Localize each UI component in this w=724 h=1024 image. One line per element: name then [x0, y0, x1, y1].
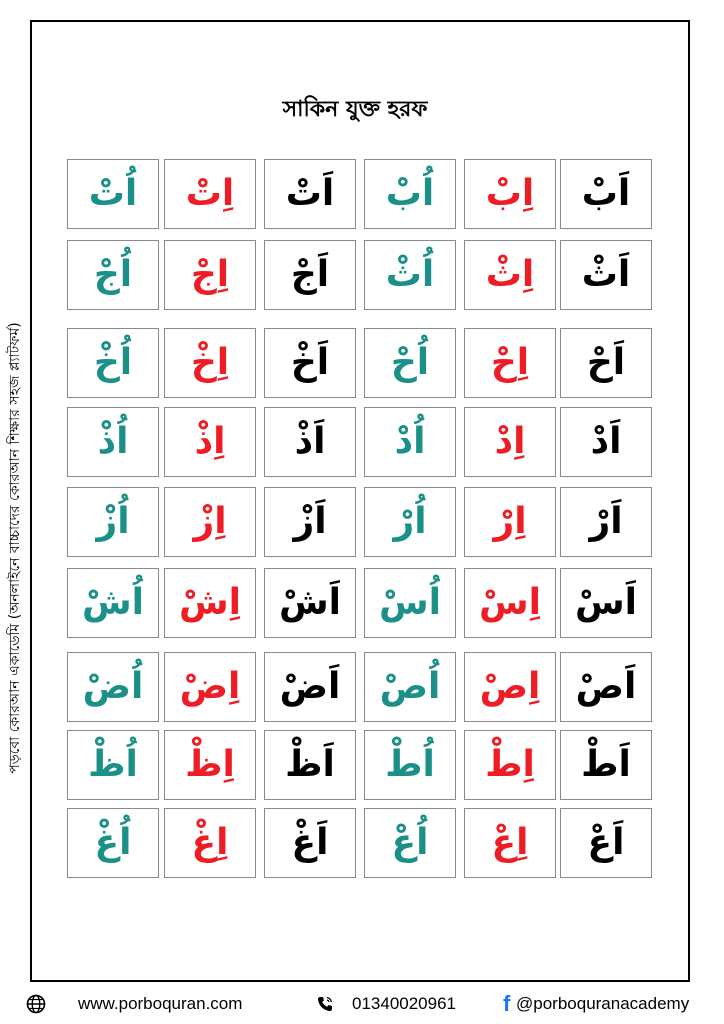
letter-card: اِدْ — [464, 407, 556, 477]
letter-card: اُجْ — [67, 240, 159, 310]
letter-card: اِثْ — [464, 240, 556, 310]
letter-card: اَظْ — [264, 730, 356, 800]
facebook-icon: f — [503, 991, 511, 1016]
letter-card: اُظْ — [67, 730, 159, 800]
letter-card: اَذْ — [264, 407, 356, 477]
letter-card: اِحْ — [464, 328, 556, 398]
letter-card: اَثْ — [560, 240, 652, 310]
letter-card: اُثْ — [364, 240, 456, 310]
letter-card: اُطْ — [364, 730, 456, 800]
letter-card: اُصْ — [364, 652, 456, 722]
letter-card: اُشْ — [67, 568, 159, 638]
letter-card: اُحْ — [364, 328, 456, 398]
letter-card: اُعْ — [364, 808, 456, 878]
letter-card: اُزْ — [67, 487, 159, 557]
letter-card: اِشْ — [164, 568, 256, 638]
letter-card: اُبْ — [364, 159, 456, 229]
letter-card: اُغْ — [67, 808, 159, 878]
letter-card: اُذْ — [67, 407, 159, 477]
letter-card: اِغْ — [164, 808, 256, 878]
letter-card: اَتْ — [264, 159, 356, 229]
website-link[interactable]: www.porboquran.com — [78, 994, 243, 1013]
letter-card: اِبْ — [464, 159, 556, 229]
letter-card: اِظْ — [164, 730, 256, 800]
letter-card: اِزْ — [164, 487, 256, 557]
letter-card: اَضْ — [264, 652, 356, 722]
letter-card: اَزْ — [264, 487, 356, 557]
letter-card: اُدْ — [364, 407, 456, 477]
letter-card: اَحْ — [560, 328, 652, 398]
letter-card: اِسْ — [464, 568, 556, 638]
letter-card: اِصْ — [464, 652, 556, 722]
letter-card: اِذْ — [164, 407, 256, 477]
letter-card: اِجْ — [164, 240, 256, 310]
footer — [0, 990, 724, 1020]
letter-card: اَسْ — [560, 568, 652, 638]
letter-card: اَدْ — [560, 407, 652, 477]
letter-card: اُتْ — [67, 159, 159, 229]
letter-card: اَصْ — [560, 652, 652, 722]
letter-card: اِرْ — [464, 487, 556, 557]
letter-card: اِتْ — [164, 159, 256, 229]
side-caption: পড়বো কোরআন একাডেমি (অনলাইনে বাচ্চাদের কোরআন শিক্ষার সহজ প্ল্যাটফর্ম) — [7, 322, 23, 774]
letter-card: اَرْ — [560, 487, 652, 557]
letter-card: اِخْ — [164, 328, 256, 398]
phone-number[interactable]: 01340020961 — [352, 994, 457, 1013]
letter-card: اَجْ — [264, 240, 356, 310]
facebook-handle[interactable]: @porboquranacademy — [516, 994, 690, 1013]
phone-icon — [316, 995, 334, 1013]
letter-card: اَخْ — [264, 328, 356, 398]
letter-card: اَغْ — [264, 808, 356, 878]
page-title: সাকিন যুক্ত হরফ — [282, 97, 428, 122]
letter-card: اِطْ — [464, 730, 556, 800]
letter-card: اَعْ — [560, 808, 652, 878]
letter-card: اُخْ — [67, 328, 159, 398]
globe-icon — [26, 994, 46, 1014]
letter-card: اَطْ — [560, 730, 652, 800]
letter-card: اِعْ — [464, 808, 556, 878]
letter-card: اُضْ — [67, 652, 159, 722]
letter-card: اَبْ — [560, 159, 652, 229]
letter-card: اِضْ — [164, 652, 256, 722]
letter-card: اَشْ — [264, 568, 356, 638]
letter-card: اُرْ — [364, 487, 456, 557]
letter-card: اُسْ — [364, 568, 456, 638]
